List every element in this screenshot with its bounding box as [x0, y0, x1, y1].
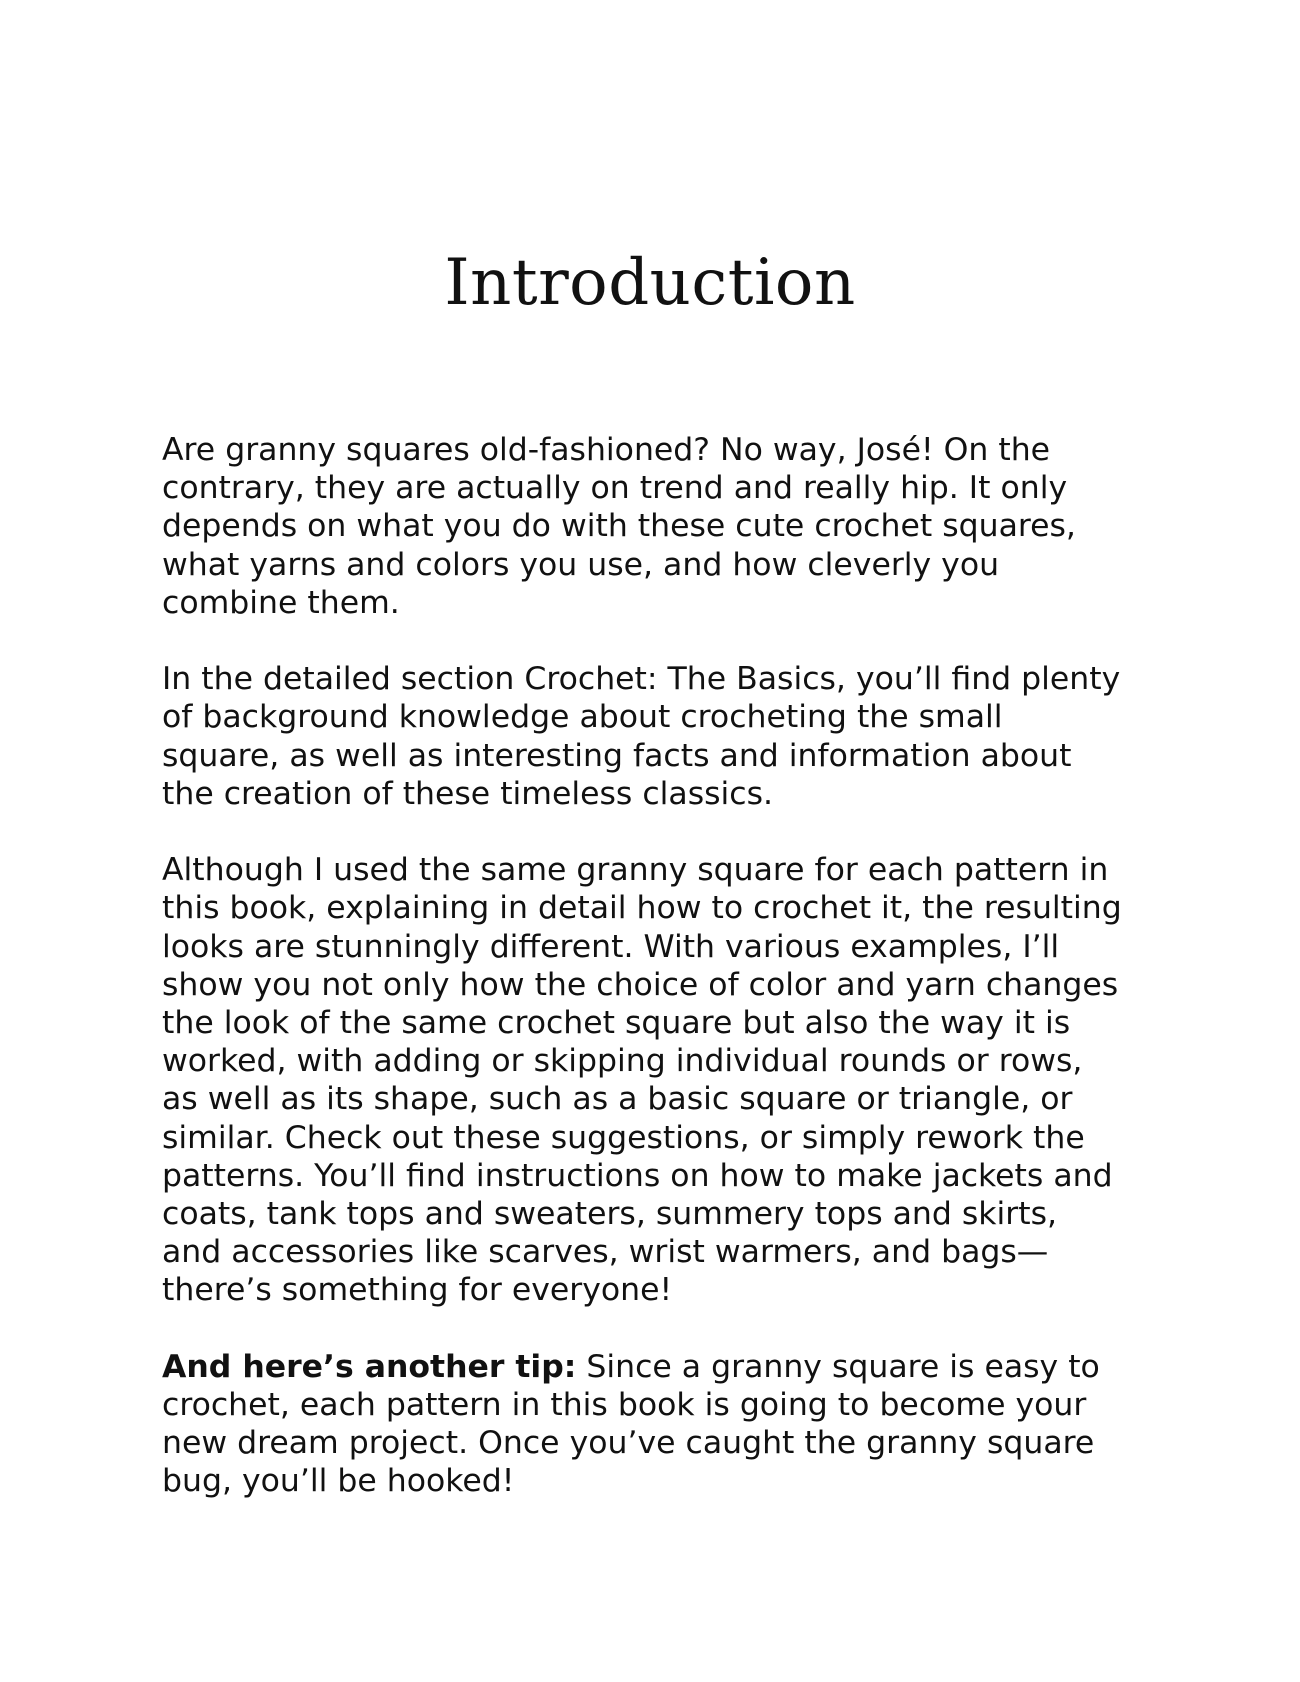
- paragraph: In the detailed section Crochet: The Basics, you’ll find plenty of background knowledge about crocheting the small square, as well as interesting facts and information about the creation of these timeless classics.: [162, 661, 1121, 812]
- tip-paragraph: [162, 1348, 1162, 1501]
- paragraph: Are granny squares old-fashioned? No way, José! On the contrary, they are actually on trend and really hip. It only depends on what you do with these cute crochet squares, what yarns and colors you use, and how cleverly you combine them.: [162, 432, 1076, 621]
- tip-text: Since a granny square is easy to crochet, each pattern in this book is going to become your new dream project. Once you’ve caught the granny square bug, you’ll be hooked!: [162, 1348, 1100, 1500]
- paragraph: Although I used the same granny square for each pattern in this book, explaining in detail how to crochet it, the resulting looks are stunningly different. With various examples, I’ll show you not only how the choice of color and yarn changes the look of the same crochet square but also the way it is worked, with adding or skipping individual rounds or rows, as well as its shape, such as a basic square or triangle, or similar. Check out these suggestions, or simply rework the patterns. You’ll find instructions on how to make jackets and coats, tank tops and sweaters, summery tops and skirts, and accessories like scarves, wrist warmers, and bags— there’s something for everyone!: [162, 852, 1122, 1309]
- body-text: [162, 431, 1162, 1501]
- page-title: Introduction: [444, 246, 856, 320]
- tip-label: And here’s another tip:: [162, 1348, 577, 1385]
